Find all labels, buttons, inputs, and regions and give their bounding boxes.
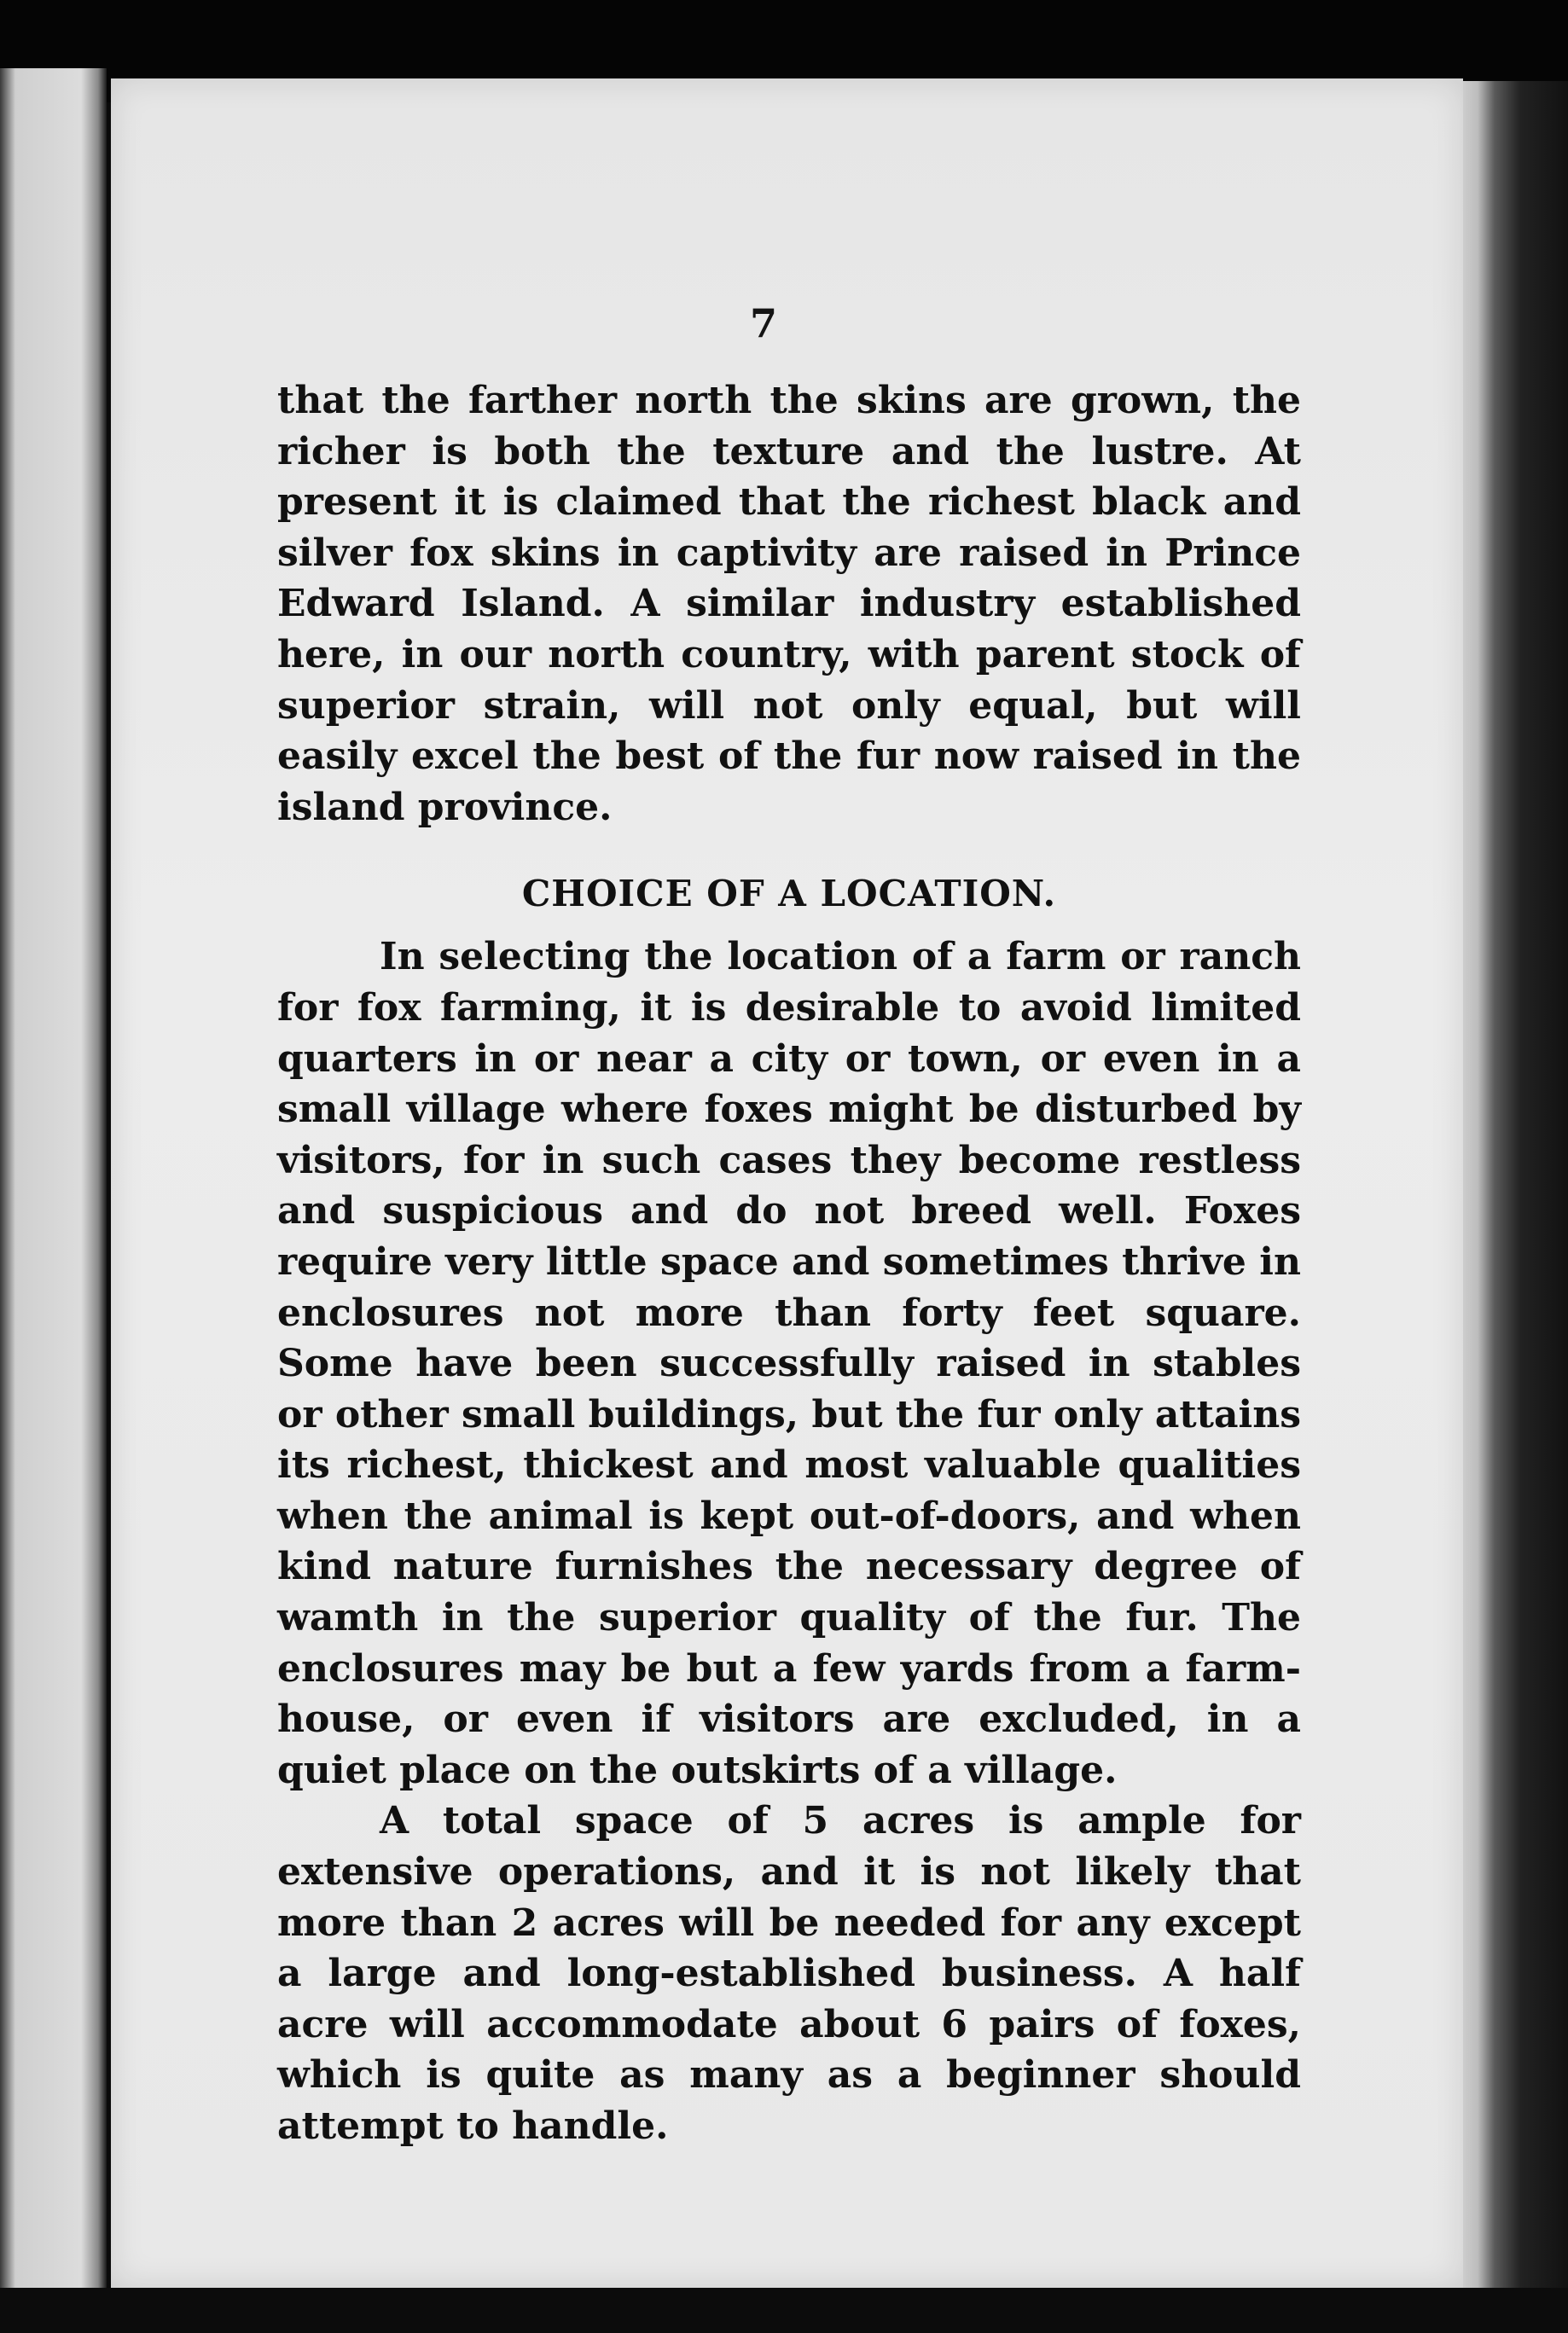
paragraph-location: In selecting the location of a farm or ranch for fox farming, it is desirable to avoid limited quarters in or near a city or town, or even in a small village where foxes might be disturbed by visitors, for in such cases they become restless and suspicious and do not breed well. Foxes require very little space and sometimes thrive in enclosures not more than forty feet square. Some have been successfully raised in stables or other small buildings, but the fur only attains its richest, thickest and most valuable qualities when the animal is kept out-of-doors, and when kind nature furnishes the necessary degree of wamth in the superior quality of the fur. The enclosures may be but a few yards from a farm-house, or even if visitors are excluded, in a quiet place on the outskirts of a village.: [277, 935, 1301, 1792]
paragraph-intro: that the farther north the skins are grown, the richer is both the texture and the lustre. At present it is claimed that the richest black and silver fox skins in captivity are raised in Prince Edward Island. A similar industry established here, in our north country, with parent stock of superior strain, will not only equal, but will easily excel the best of the fur now raised in the island province.: [277, 379, 1301, 829]
page-body: [277, 375, 1301, 2152]
book-binding-edge: [1461, 81, 1568, 2316]
scan-background-bottom: [0, 2288, 1568, 2333]
paragraph-space: A total space of 5 acres is ample for extensive operations, and it is not likely that more than 2 acres will be needed for any except a large and long-established business. A half acre will accommodate about 6 pairs of foxes, which is quite as many as a beginner should attempt to handle.: [277, 1799, 1301, 2148]
page-number: 7: [749, 300, 777, 346]
section-heading: CHOICE OF A LOCATION.: [521, 873, 1057, 915]
facing-page-edge: [0, 68, 107, 2312]
